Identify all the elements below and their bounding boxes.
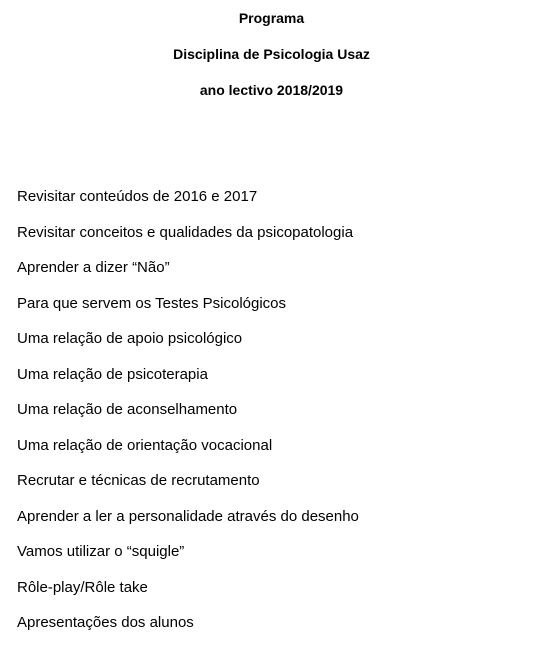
document-title: Programa — [238, 10, 305, 26]
topic-item: Uma relação de psicoterapia — [17, 365, 208, 383]
topic-item: Para que servem os Testes Psicológicos — [17, 294, 287, 312]
topic-list — [17, 187, 359, 649]
topic-item: Uma relação de apoio psicológico — [17, 330, 243, 347]
school-year: ano lectivo 2018/2019 — [199, 82, 344, 98]
topic-item: Uma relação de orientação vocacional — [17, 436, 273, 454]
topic-item: Aprender a dizer “Não” — [17, 259, 170, 276]
topic-item: Revisitar conceitos e qualidades da psicopatologia — [17, 223, 354, 241]
topic-item: Aprender a ler a personalidade através do desenho — [17, 507, 359, 525]
topic-item: Vamos utilizar o “squigle” — [17, 543, 185, 560]
topic-item: Uma relação de aconselhamento — [17, 401, 238, 418]
topic-item: Rôle-play/Rôle take — [17, 578, 148, 596]
topic-item: Revisitar conteúdos de 2016 e 2017 — [17, 188, 258, 205]
topic-item: Apresentações dos alunos — [17, 614, 194, 631]
topic-item: Recrutar e técnicas de recrutamento — [17, 472, 260, 489]
document-subtitle: Disciplina de Psicologia Usaz — [173, 46, 370, 62]
